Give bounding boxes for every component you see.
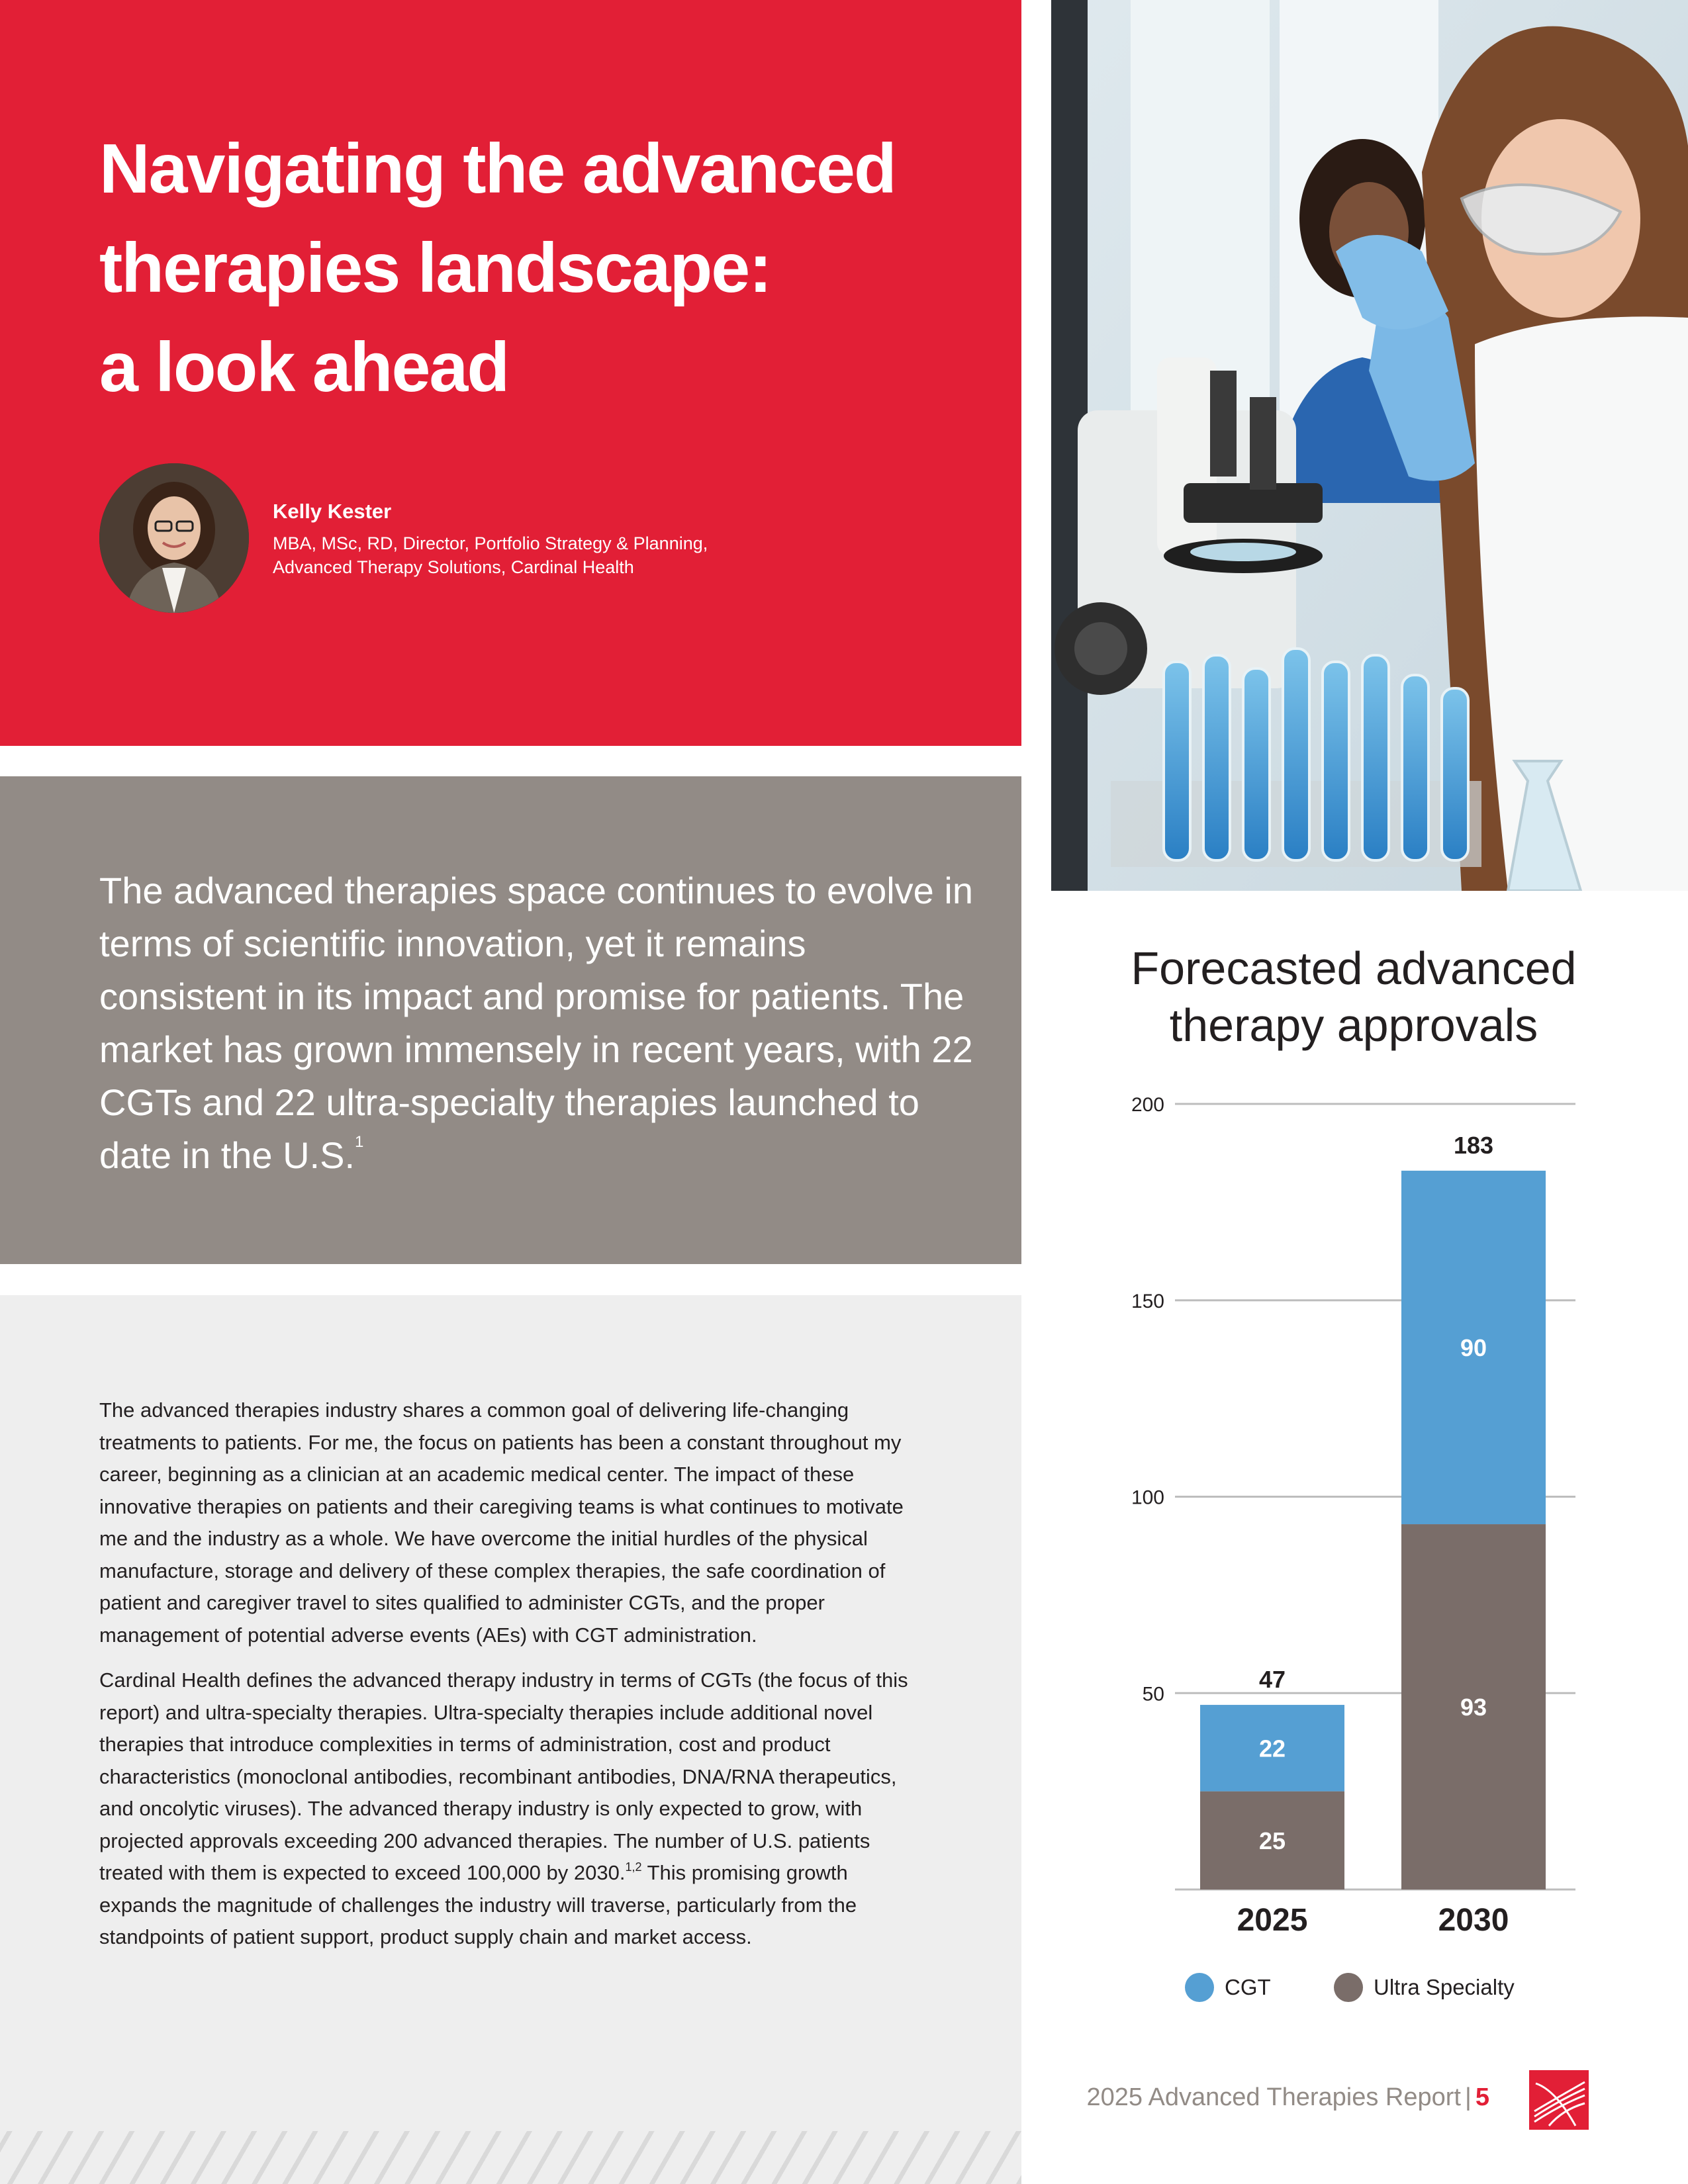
pull-quote (99, 864, 973, 1182)
title-line: therapies landscape: (99, 229, 771, 307)
segment-value-label: 22 (1258, 1735, 1286, 1762)
decorative-hatch (0, 2131, 1021, 2184)
y-tick-label: 50 (1142, 1683, 1164, 1706)
segment-value-label: 93 (1460, 1694, 1487, 1721)
page-footer (1072, 2083, 1489, 2112)
x-category-label: 2025 (1237, 1903, 1308, 1938)
x-category-label: 2030 (1438, 1903, 1509, 1938)
total-value-label: 183 (1453, 1131, 1494, 1159)
approvals-chart (1112, 1085, 1589, 2005)
pull-quote-panel (0, 776, 1021, 1264)
title-line: Navigating the advanced (99, 130, 896, 208)
author-credentials (273, 531, 776, 579)
footer-separator: | (1464, 2083, 1472, 2111)
paragraph-text: This promising growth expands the magnitude of challenges the industry will traverse, particularly from the standpoints of patient support, product supply chain and market access. (99, 1861, 857, 1948)
chart-canvas (1112, 1085, 1589, 2005)
segment-value-label: 25 (1258, 1827, 1286, 1854)
body-panel (0, 1295, 1021, 2184)
body-text (99, 1394, 927, 1967)
pull-quote-text: The advanced therapies space continues to evolve in terms of scientific innovation, yet it remains consistent in its impact and promise for patients. The market has grown immensely in recent years, with 22 CGTs and 22 ultra-specialty therapies launched to date in the U.S. (99, 870, 973, 1176)
credentials-line: MBA, MSc, RD, Director, Portfolio Strategy & Planning, (273, 533, 708, 553)
paragraph-text: Cardinal Health defines the advanced therapy industry in terms of CGTs (the focus of this report) and ultra-specialty therapies. Ultra-specialty therapies include additional novel therapies that introduce complexities in terms of administration, cost and product characteristics (monoclonal antibodies, recombinant antibodies, DNA/RNA therapeutics, and oncolytic viruses). The advanced therapy industry is only expected to grow, with projected approvals exceeding 200 advanced therapies. The number of U.S. patients treated with them is expected to exceed 100,000 by 2030. (99, 1668, 908, 1884)
credentials-line: Advanced Therapy Solutions, Cardinal Health (273, 557, 634, 577)
page-number: 5 (1475, 2083, 1489, 2111)
segment-value-label: 90 (1460, 1334, 1487, 1361)
chart-legend (1185, 1971, 1582, 2004)
body-paragraph: The advanced therapies industry shares a common goal of delivering life-changing treatments to patients. For me, the focus on patients has been a constant throughout my career, beginning as a clinician at an academic medical center. The impact of these innovative therapies on patients and their caregiving teams is what continues to motivate me and the industry as a whole. We have overcome the initial hurdles of the physical manufacture, storage and delivery of these complex therapies, the safe coordination of patient and caregiver travel to sites qualified to administer CGTs, and the proper management of potential adverse events (AEs) with CGT administration. (99, 1398, 904, 1647)
y-tick-label: 150 (1131, 1290, 1164, 1312)
body-paragraph (99, 1664, 927, 1954)
report-name: 2025 Advanced Therapies Report (1086, 2083, 1461, 2111)
author-name: Kelly Kester (273, 500, 392, 523)
legend-label: Ultra Specialty (1374, 1975, 1515, 1999)
author-avatar (99, 463, 249, 613)
footnote-ref: 1 (355, 1133, 364, 1151)
legend-item-ultra (1334, 1971, 1515, 2004)
page-title (99, 119, 1013, 417)
legend-label: CGT (1225, 1975, 1271, 1999)
hero-banner (0, 0, 1021, 746)
cgt-swatch (1185, 1973, 1214, 2002)
total-value-label: 47 (1258, 1666, 1286, 1694)
lab-photo (1051, 0, 1688, 891)
y-tick-label: 200 (1131, 1094, 1164, 1116)
footnote-ref: 1,2 (625, 1860, 642, 1874)
cardinal-health-logo-icon (1529, 2070, 1589, 2130)
legend-item-cgt (1185, 1971, 1271, 2004)
title-line: a look ahead (99, 328, 509, 406)
chart-title: Forecasted advanced therapy approvals (1131, 942, 1577, 1051)
ultra-swatch (1334, 1973, 1363, 2002)
y-tick-label: 100 (1131, 1486, 1164, 1509)
